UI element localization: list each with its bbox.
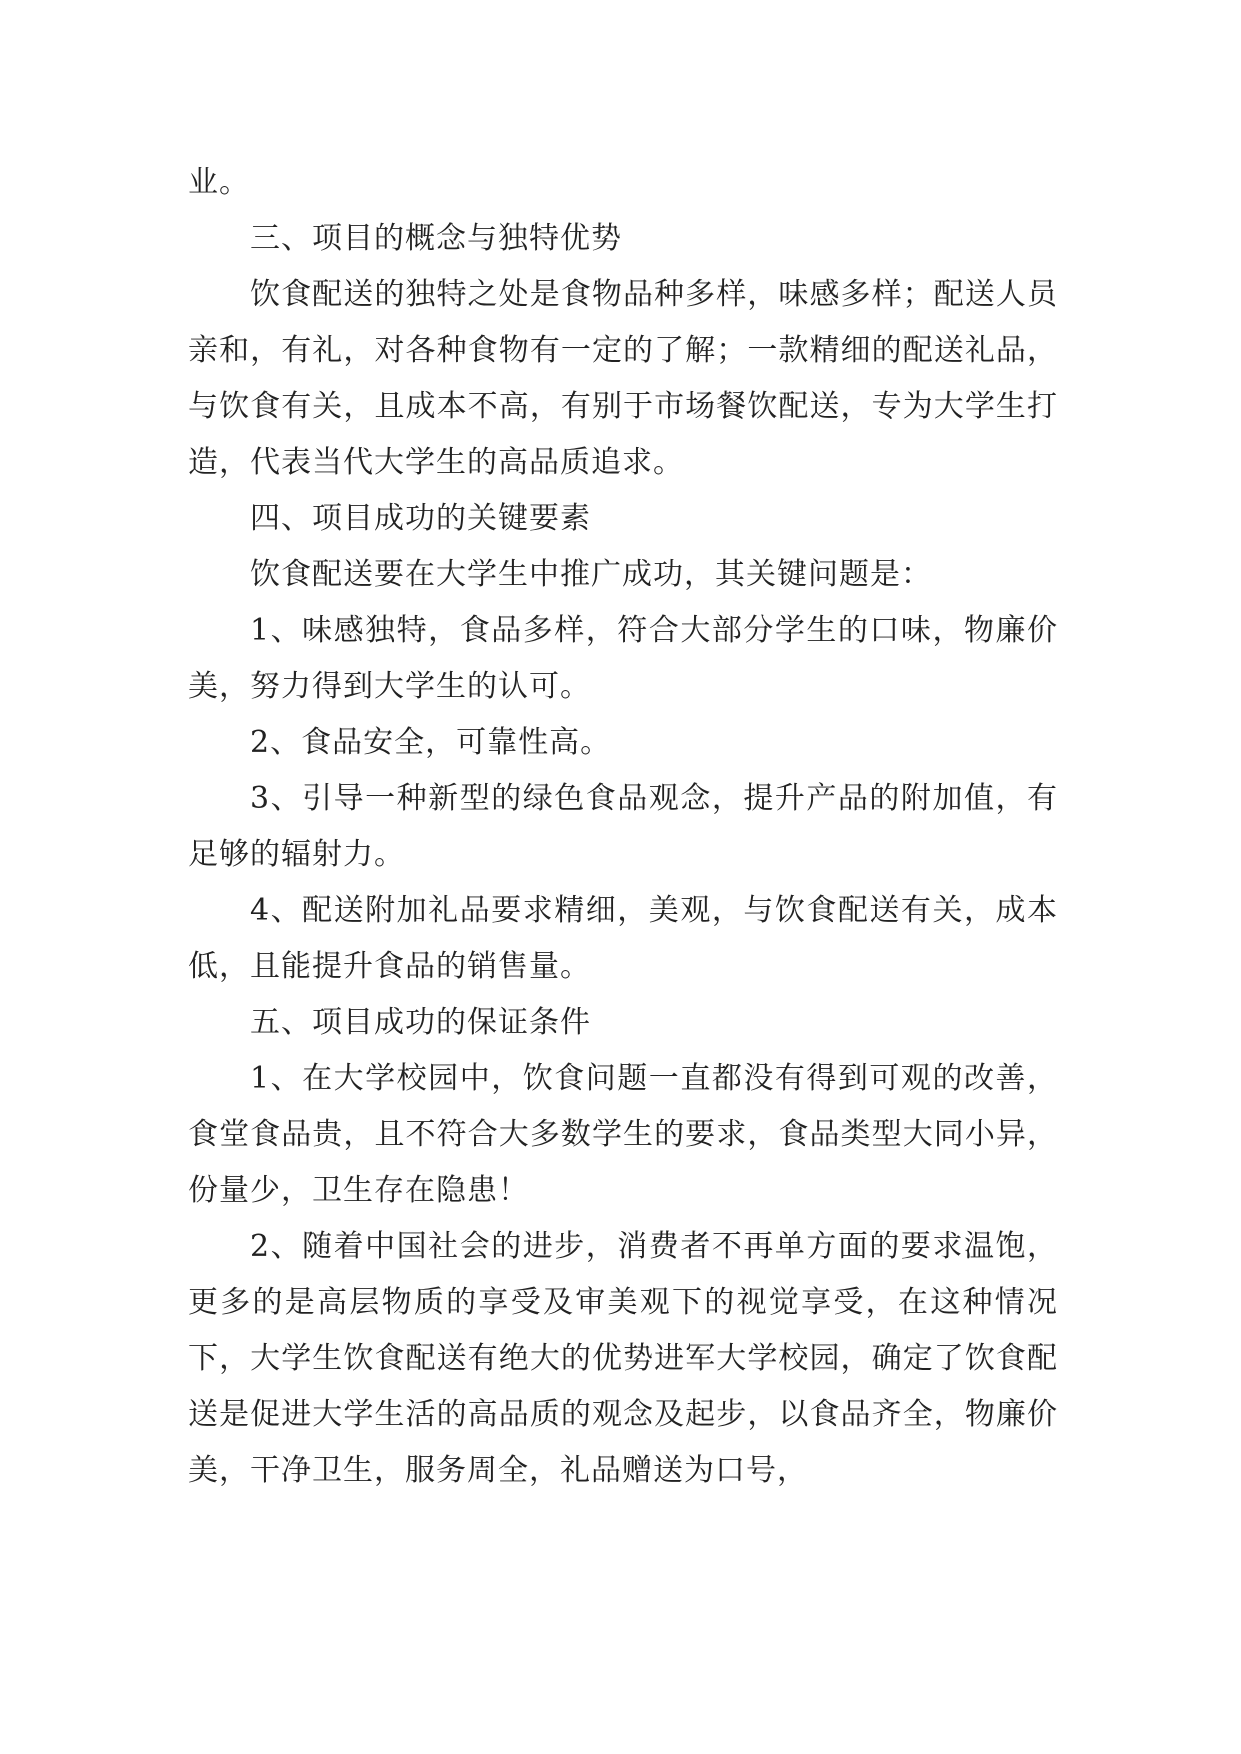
section-heading-guarantee: 五、项目成功的保证条件: [250, 1005, 591, 1040]
list-item-key-factor-4: 4、配送附加礼品要求精细，美观，与饮食配送有关，成本低，且能提升食品的销售量。: [188, 893, 1058, 984]
list-item-key-factor-3: 3、引导一种新型的绿色食品观念，提升产品的附加值，有足够的辐射力。: [188, 781, 1058, 872]
list-item-key-factor-1: 1、味感独特，食品多样，符合大部分学生的口味，物廉价美，努力得到大学生的认可。: [188, 613, 1058, 704]
paragraph-key-factors-intro: 饮食配送要在大学生中推广成功，其关键问题是：: [250, 557, 932, 592]
paragraph-continuation: 业。: [188, 165, 250, 200]
list-item-guarantee-2: 2、随着中国社会的进步，消费者不再单方面的要求温饱，更多的是高层物质的享受及审美观下的视觉享受，在这种情况下，大学生饮食配送有绝大的优势进军大学校园，确定了饮食配送是促进大学生活的高品质的观念及起步，以食品齐全，物廉价美，干净卫生，服务周全，礼品赠送为口号，: [188, 1229, 1058, 1488]
document-body: [188, 155, 1058, 1499]
section-heading-key-factors: 四、项目成功的关键要素: [250, 501, 591, 536]
section-heading-concept: 三、项目的概念与独特优势: [250, 221, 622, 256]
paragraph-concept: 饮食配送的独特之处是食物品种多样，味感多样；配送人员亲和，有礼，对各种食物有一定的了解；一款精细的配送礼品，与饮食有关，且成本不高，有别于市场餐饮配送，专为大学生打造，代表当代大学生的高品质追求。: [188, 277, 1058, 480]
list-item-guarantee-1: 1、在大学校园中，饮食问题一直都没有得到可观的改善，食堂食品贵，且不符合大多数学生的要求，食品类型大同小异，份量少，卫生存在隐患！: [188, 1061, 1058, 1208]
list-item-key-factor-2: 2、食品安全，可靠性高。: [250, 725, 612, 760]
